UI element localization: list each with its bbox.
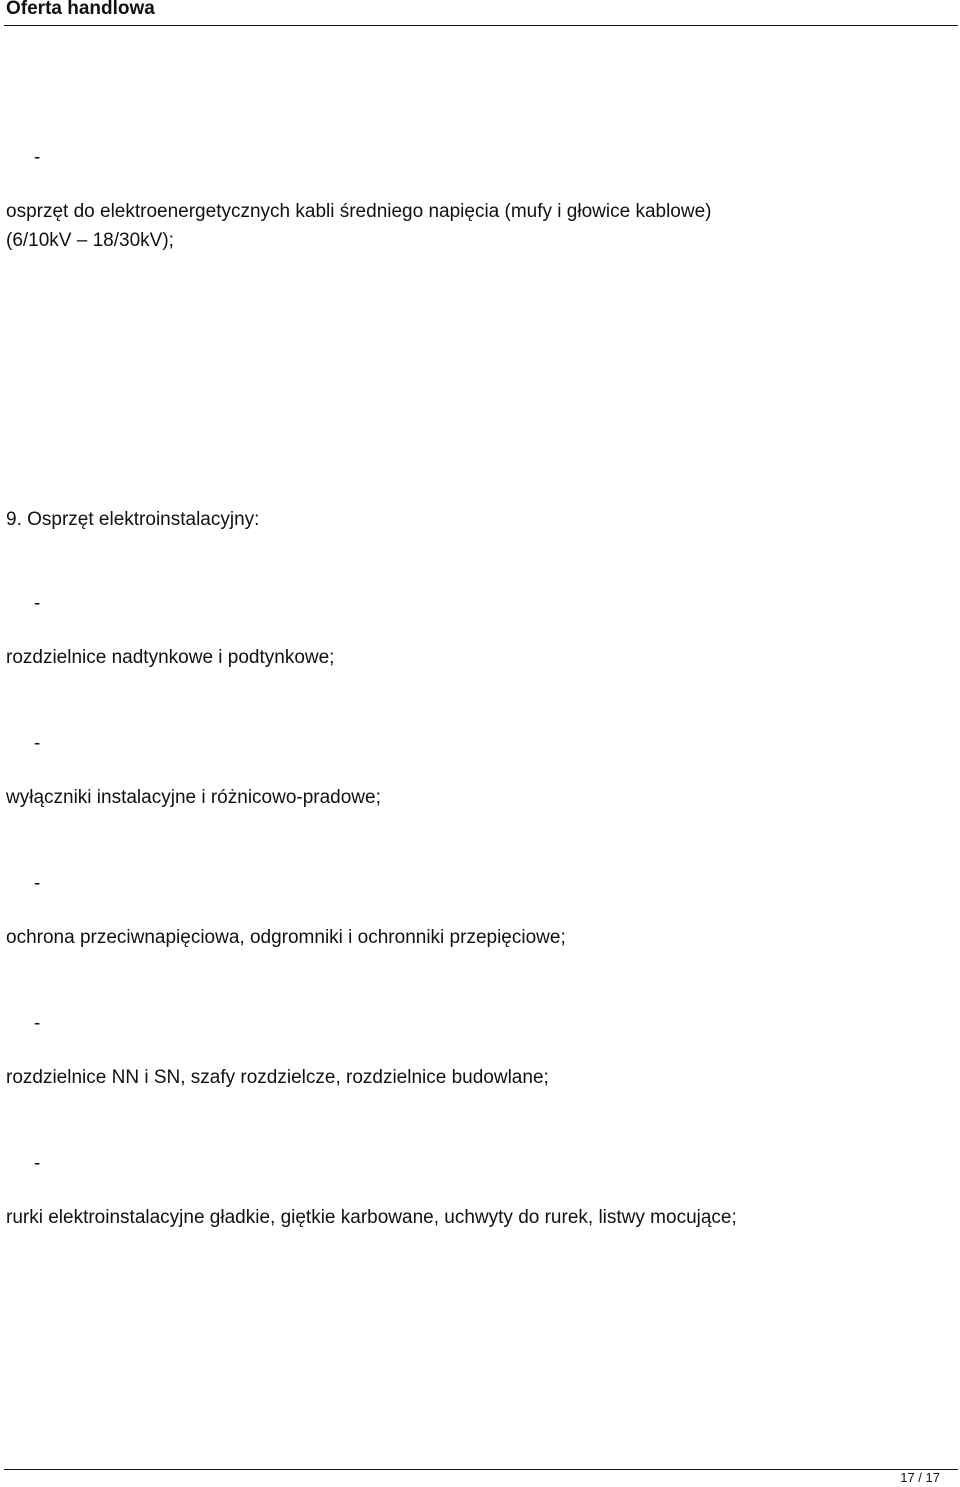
list-dash: -: [34, 1013, 41, 1034]
list-item-text: wyłączniki instalacyjne i różnicowo-pradowe;: [6, 787, 381, 808]
list-dash: -: [34, 593, 41, 614]
document-title: Oferta handlowa: [6, 0, 155, 19]
list-item-text: rozdzielnice nadtynkowe i podtynkowe;: [6, 647, 335, 668]
list-item-text: ochrona przeciwnapięciowa, odgromniki i ochronniki przepięciowe;: [6, 927, 566, 948]
list-item-text: rozdzielnice NN i SN, szafy rozdzielcze, rozdzielnice budowlane;: [6, 1067, 549, 1088]
list-dash: -: [34, 147, 41, 168]
list-item-text: osprzęt do elektroenergetycznych kabli średniego napięcia (mufy i głowice kablowe): [6, 201, 712, 222]
page-number: 17 / 17: [900, 1470, 940, 1485]
list-item-text-continued: (6/10kV – 18/30kV);: [6, 230, 174, 251]
list-dash: -: [34, 1153, 41, 1174]
footer-divider: [4, 1469, 958, 1470]
list-item-text: rurki elektroinstalacyjne gładkie, giętkie karbowane, uchwyty do rurek, listwy mocujące;: [6, 1207, 737, 1228]
list-dash: -: [34, 873, 41, 894]
header-divider: [4, 25, 958, 26]
list-dash: -: [34, 733, 41, 754]
section-heading: 9. Osprzęt elektroinstalacyjny:: [6, 509, 260, 530]
